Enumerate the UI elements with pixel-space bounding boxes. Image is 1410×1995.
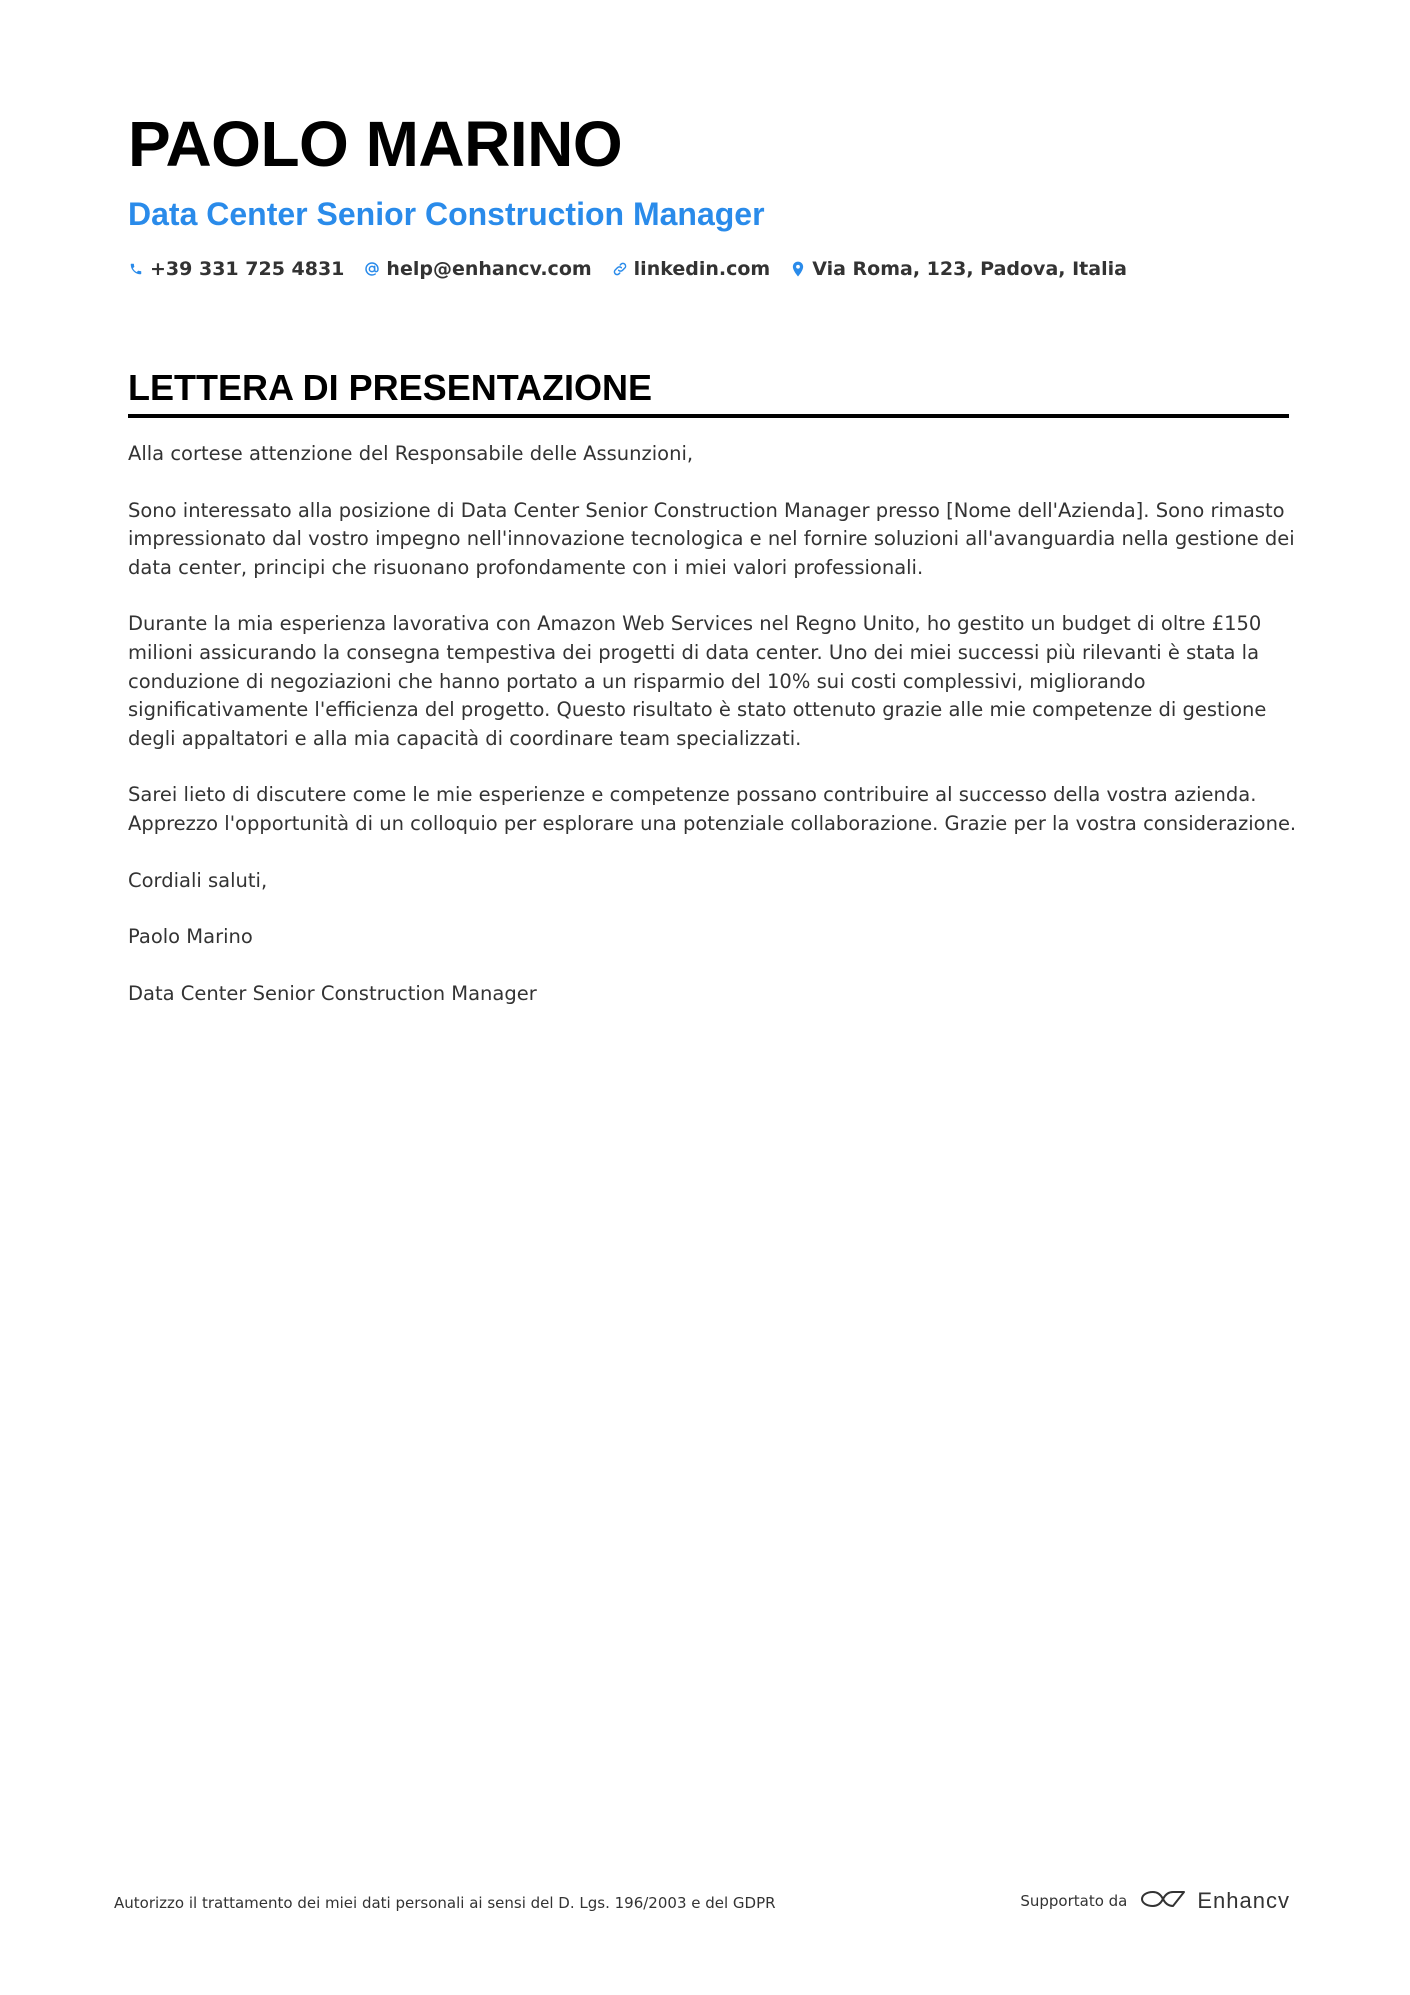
phone-text: +39 331 725 4831 <box>150 258 345 280</box>
resume-header <box>128 106 1288 280</box>
supported-by-label: Supportato da <box>1020 1892 1128 1910</box>
email-text: help@enhancv.com <box>386 258 592 280</box>
phone-icon <box>128 261 144 277</box>
contact-address <box>790 258 1127 280</box>
job-title: Data Center Senior Construction Manager <box>128 196 765 232</box>
signature-name: Paolo Marino <box>128 925 253 949</box>
person-name: PAOLO MARINO <box>128 108 623 180</box>
section-heading: LETTERA DI PRESENTAZIONE <box>128 366 1289 418</box>
address-text: Via Roma, 123, Padova, Italia <box>812 258 1127 280</box>
contact-bar <box>128 258 1288 280</box>
signature-title: Data Center Senior Construction Manager <box>128 981 537 1005</box>
link-icon <box>612 261 628 277</box>
contact-linkedin <box>612 258 771 280</box>
consent-text: Autorizzo il trattamento dei miei dati personali ai sensi del D. Lgs. 196/2003 e del GDPR <box>114 1894 776 1912</box>
letter-paragraph: Durante la mia esperienza lavorativa con Amazon Web Services nel Regno Unito, ho gestito un budget di oltre £150 milioni assicurando la consegna tempestiva dei progetti di data center. Uno dei miei successi più rilevanti è stata la conduzione di negoziazioni che hanno portato a un risparmio del 10% sui costi complessivi, migliorando significativamente l'efficienza del progetto. Questo risultato è stato ottenuto grazie alle mie competenze di gestione degli appaltatori e alla mia capacità di coordinare team specializzati. <box>128 612 1267 750</box>
brand-name: Enhancv <box>1197 1888 1290 1913</box>
letter-closing: Cordiali saluti, <box>128 868 268 892</box>
at-icon <box>364 261 380 277</box>
linkedin-text: linkedin.com <box>633 258 771 280</box>
letter-paragraph: Sono interessato alla posizione di Data Center Senior Construction Manager presso [Nome dell'Azienda]. Sono rimasto impressionato dal vostro impegno nell'innovazione tecnologica e nel fornire soluzioni all'avanguardia nella gestione dei data center, principi che risuonano profondamente con i miei valori professionali. <box>128 498 1295 579</box>
powered-by[interactable] <box>1020 1886 1290 1916</box>
contact-phone <box>128 258 344 280</box>
letter-body <box>128 440 1298 1036</box>
letter-greeting: Alla cortese attenzione del Responsabile delle Assunzioni, <box>128 442 694 465</box>
letter-paragraph: Sarei lieto di discutere come le mie esperienze e competenze possano contribuire al successo della vostra azienda. Apprezzo l'opportunità di un colloquio per esplorare una potenziale collaborazione. Grazie per la vostra considerazione. <box>128 783 1297 835</box>
contact-email <box>364 258 591 280</box>
map-pin-icon <box>790 261 806 277</box>
enhancv-logo-icon <box>1139 1886 1197 1916</box>
